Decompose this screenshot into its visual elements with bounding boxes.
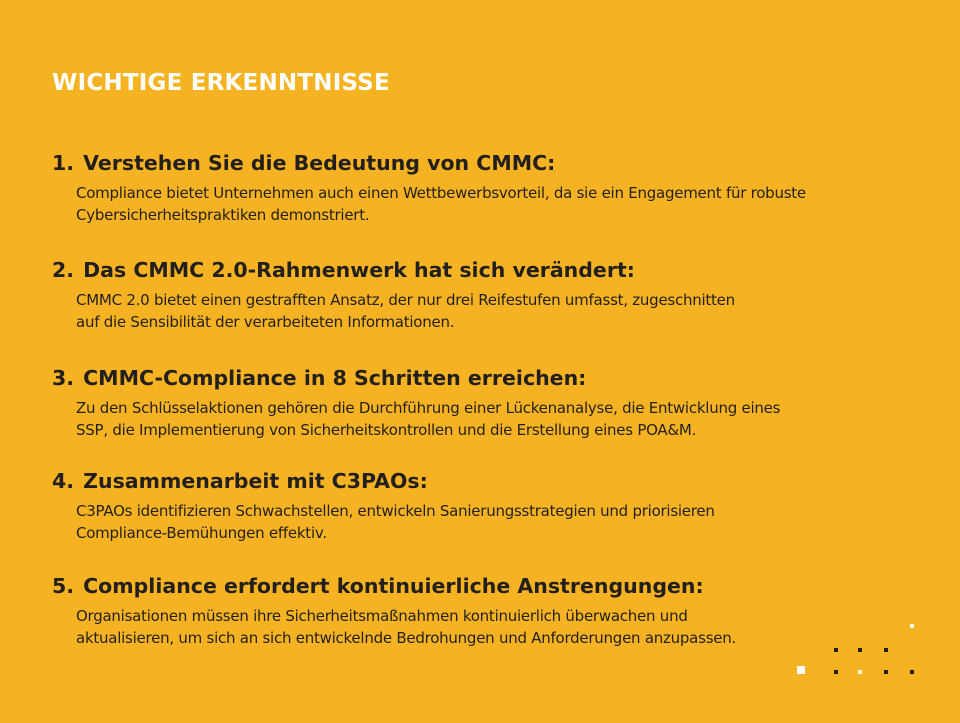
takeaway-heading bbox=[52, 573, 912, 599]
takeaway-number: 4. bbox=[52, 469, 75, 493]
takeaway-heading-text: Verstehen Sie die Bedeutung von CMMC: bbox=[83, 151, 556, 175]
takeaway-item-3 bbox=[52, 365, 912, 441]
takeaway-heading bbox=[52, 365, 912, 391]
page-title: WICHTIGE ERKENNTNISSE bbox=[52, 70, 390, 96]
dot-icon bbox=[884, 648, 888, 652]
takeaway-body-line: aktualisieren, um sich an sich entwickelnde Bedrohungen und Anforderungen anzupassen. bbox=[76, 629, 737, 647]
dot-icon bbox=[834, 670, 838, 674]
takeaway-heading bbox=[52, 257, 912, 283]
takeaway-body bbox=[76, 289, 912, 333]
takeaway-heading-text: Compliance erfordert kontinuierliche Anstrengungen: bbox=[83, 574, 704, 598]
takeaway-body-line: SSP, die Implementierung von Sicherheitskontrollen und die Erstellung eines POA&M. bbox=[76, 421, 697, 439]
takeaway-body bbox=[76, 500, 912, 544]
takeaway-body-line: Zu den Schlüsselaktionen gehören die Durchführung einer Lückenanalyse, die Entwicklung eines bbox=[76, 399, 781, 417]
takeaway-item-4 bbox=[52, 468, 912, 544]
takeaway-heading-text: CMMC-Compliance in 8 Schritten erreichen: bbox=[83, 366, 587, 390]
takeaway-number: 3. bbox=[52, 366, 75, 390]
takeaway-heading bbox=[52, 150, 912, 176]
takeaway-item-5 bbox=[52, 573, 912, 649]
takeaway-item-1 bbox=[52, 150, 912, 226]
takeaway-heading bbox=[52, 468, 912, 494]
takeaway-body-line: Compliance-Bemühungen effektiv. bbox=[76, 524, 327, 542]
dot-icon bbox=[834, 648, 838, 652]
dot-icon bbox=[858, 670, 862, 674]
takeaway-body bbox=[76, 397, 912, 441]
takeaway-body-line: C3PAOs identifizieren Schwachstellen, entwickeln Sanierungsstrategien und priorisieren bbox=[76, 502, 715, 520]
takeaway-body bbox=[76, 605, 912, 649]
dot-icon bbox=[910, 624, 914, 628]
dot-icon bbox=[797, 666, 805, 674]
takeaway-body bbox=[76, 182, 912, 226]
takeaway-number: 1. bbox=[52, 151, 75, 175]
dot-icon bbox=[910, 670, 914, 674]
dot-icon bbox=[858, 648, 862, 652]
takeaway-item-2 bbox=[52, 257, 912, 333]
takeaway-body-line: CMMC 2.0 bietet einen gestrafften Ansatz, der nur drei Reifestufen umfasst, zugeschnitten bbox=[76, 291, 735, 309]
takeaway-heading-text: Das CMMC 2.0-Rahmenwerk hat sich verändert: bbox=[83, 258, 635, 282]
takeaway-number: 5. bbox=[52, 574, 75, 598]
takeaway-body-line: Cybersicherheitspraktiken demonstriert. bbox=[76, 206, 370, 224]
takeaway-body-line: Organisationen müssen ihre Sicherheitsmaßnahmen kontinuierlich überwachen und bbox=[76, 607, 688, 625]
dot-icon bbox=[884, 670, 888, 674]
takeaway-body-line: auf die Sensibilität der verarbeiteten Informationen. bbox=[76, 313, 455, 331]
takeaway-heading-text: Zusammenarbeit mit C3PAOs: bbox=[83, 469, 428, 493]
takeaway-body-line: Compliance bietet Unternehmen auch einen Wettbewerbsvorteil, da sie ein Engagement für robuste bbox=[76, 184, 806, 202]
takeaway-number: 2. bbox=[52, 258, 75, 282]
